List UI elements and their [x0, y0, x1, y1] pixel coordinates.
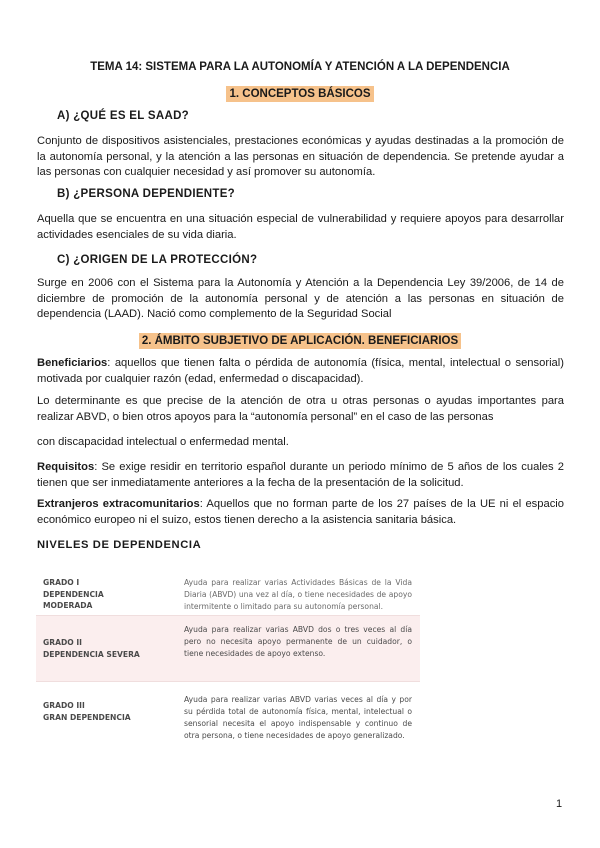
grade-description: Ayuda para realizar varias ABVD varias veces al día y por su pérdida total de autonomía física, mental, intelectual o sensorial necesita el apoyo indispensable y continuo de otra persona, o tiene necesidades de apoyo generalizado.	[184, 695, 412, 740]
row-divider	[36, 615, 420, 616]
grade-label	[43, 577, 104, 612]
grades-table	[36, 566, 420, 756]
paragraph-discapacidad: con discapacidad intelectual o enfermedad mental.	[37, 436, 289, 448]
niveles-heading: NIVELES DE DEPENDENCIA	[37, 539, 202, 551]
grade-label-line: GRADO III	[43, 701, 85, 710]
requisitos-text: : Se exige residir en territorio español durante un periodo mínimo de 5 años de los cuales 2 tienen que ser inmediatamente anteriores a la fecha de la presentación de la solicitud.	[37, 461, 564, 489]
grade-label-line: GRADO I	[43, 578, 80, 587]
section2-heading-wrap	[0, 331, 600, 349]
section1-heading: 1. CONCEPTOS BÁSICOS	[226, 86, 373, 102]
requisitos-label: Requisitos	[37, 461, 95, 473]
extranjeros-label: Extranjeros extracomunitarios	[37, 498, 200, 510]
extranjeros-text: : Aquellos que no forman parte de los 27 países de la UE ni el espacio económico europeo ni el suizo, estos tienen derecho a la asistencia sanitaria básica.	[37, 498, 565, 526]
heading-b: B) ¿PERSONA DEPENDIENTE?	[57, 188, 236, 200]
document-title: TEMA 14: SISTEMA PARA LA AUTONOMÍA Y ATENCIÓN A LA DEPENDENCIA	[90, 61, 510, 73]
heading-c: C) ¿ORIGEN DE LA PROTECCIÓN?	[57, 254, 258, 266]
grade-label-line: GRADO II	[43, 638, 83, 647]
grade-description: Ayuda para realizar varias Actividades Básicas de la Vida Diaria (ABVD) una vez al día, o tiene necesidades de apoyo intermitente o limitado para su autonomía personal.	[184, 578, 412, 611]
paragraph-c: Surge en 2006 con el Sistema para la Autonomía y Atención a la Dependencia Ley 39/2006, de 14 de diciembre de promoción de la autonomía personal y de atención a las personas en situación de dependencia (LAAD). Nació como complemento de la Seguridad Social	[37, 277, 564, 321]
grade-label	[43, 637, 140, 660]
paragraph-requisitos	[37, 460, 564, 491]
beneficiarios-text: : aquellos que tienen falta o pérdida de autonomía (física, mental, intelectual o sensorial) motivada por cualquier razón (edad, enfermedad o discapacidad).	[37, 357, 564, 385]
grade-row	[36, 681, 420, 756]
paragraph-determinante: Lo determinante es que precise de la atención de otra u otras personas o ayudas importantes para realizar ABVD, o bien otros apoyos para la “autonomía personal” en el caso de las personas	[37, 395, 564, 423]
section1-heading-wrap	[0, 84, 600, 102]
grade-description: Ayuda para realizar varias ABVD dos o tres veces al día pero no necesita apoyo permanente de un cuidador, o tiene necesidades de apoyo extenso.	[184, 625, 412, 658]
section2-heading: 2. ÁMBITO SUBJETIVO DE APLICACIÓN. BENEFICIARIOS	[139, 333, 461, 349]
paragraph-extranjeros	[37, 497, 564, 528]
grade-label-line: GRAN DEPENDENCIA	[43, 712, 131, 722]
grade-label-line: DEPENDENCIA	[43, 589, 104, 599]
grade-label-line: MODERADA	[43, 601, 93, 610]
grade-label	[43, 700, 131, 723]
grade-label-line: DEPENDENCIA SEVERA	[43, 649, 140, 659]
grade-row	[36, 566, 420, 615]
paragraph-b: Aquella que se encuentra en una situación especial de vulnerabilidad y requiere apoyos para desarrollar actividades esenciales de su vida diaria.	[37, 213, 564, 241]
paragraph-a: Conjunto de dispositivos asistenciales, prestaciones económicas y ayudas destinadas a la promoción de la autonomía personal, y la atención a las personas en situación de dependencia. Se pretende ayudar a las personas con cualquier necesidad y así promover su autonomía.	[37, 135, 564, 179]
heading-a: A) ¿QUÉ ES EL SAAD?	[57, 110, 189, 122]
grade-row	[36, 615, 420, 681]
paragraph-beneficiarios	[37, 356, 564, 387]
row-divider	[36, 681, 420, 682]
beneficiarios-label: Beneficiarios	[37, 357, 108, 369]
page-number: 1	[556, 798, 563, 810]
